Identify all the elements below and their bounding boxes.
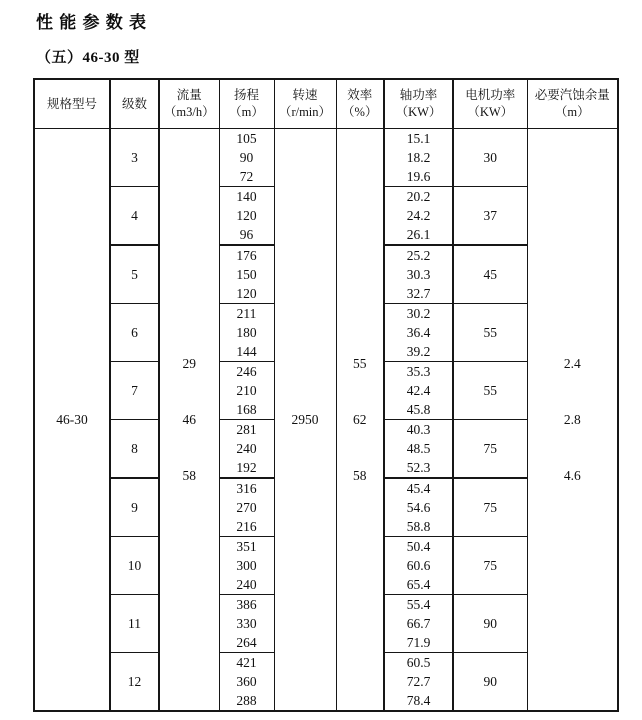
- table-body: [34, 129, 618, 712]
- shaft-power-cell: [384, 420, 453, 479]
- shaft-power-value: 30.2: [406, 306, 431, 321]
- shaft-power-value: 36.4: [406, 325, 431, 340]
- shaft-power-value: 60.6: [406, 558, 431, 573]
- column-header-4: [274, 79, 336, 129]
- table-header: [34, 79, 618, 129]
- performance-table: [33, 78, 619, 712]
- head-value: 168: [236, 402, 257, 417]
- head-value: 120: [236, 286, 257, 301]
- shaft-power-value: 15.1: [406, 131, 431, 146]
- head-value: 316: [236, 481, 257, 496]
- head-value: 144: [236, 344, 257, 359]
- column-header-unit: （KW）: [395, 105, 442, 119]
- head-cell: [219, 478, 274, 537]
- flow-cell: [159, 129, 219, 712]
- shaft-power-cell: [384, 187, 453, 246]
- motor-power-cell: 75: [453, 478, 527, 537]
- head-value: 270: [236, 500, 257, 515]
- column-header-label: 转速: [292, 88, 318, 102]
- stage-cell: 6: [110, 304, 159, 362]
- head-value: 150: [236, 267, 257, 282]
- column-header-label: 轴功率: [399, 88, 438, 102]
- motor-power-cell: 75: [453, 537, 527, 595]
- column-header-2: [159, 79, 219, 129]
- head-value: 72: [239, 169, 254, 184]
- shaft-power-cell: [384, 362, 453, 420]
- section-subtitle: （五）46-30 型: [36, 50, 140, 66]
- npsh-value: 4.6: [563, 468, 581, 483]
- shaft-power-value: 42.4: [406, 383, 431, 398]
- head-value: 180: [236, 325, 257, 340]
- stage-cell: 12: [110, 653, 159, 712]
- stage-cell: 7: [110, 362, 159, 420]
- motor-power-cell: 90: [453, 595, 527, 653]
- efficiency-value: 58: [353, 468, 367, 483]
- head-value: 120: [236, 208, 257, 223]
- column-header-label: 扬程: [233, 88, 259, 102]
- head-value: 216: [236, 519, 257, 534]
- head-value: 240: [236, 441, 257, 456]
- shaft-power-value: 35.3: [406, 364, 431, 379]
- shaft-power-value: 50.4: [406, 539, 431, 554]
- head-value: 264: [236, 635, 257, 650]
- column-header-1: [110, 79, 159, 129]
- shaft-power-value: 26.1: [406, 227, 431, 242]
- flow-value: 58: [182, 468, 196, 483]
- motor-power-cell: 55: [453, 362, 527, 420]
- head-value: 288: [236, 693, 257, 708]
- shaft-power-value: 55.4: [406, 597, 431, 612]
- column-header-label: 流量: [176, 88, 202, 102]
- flow-value: 29: [182, 356, 196, 371]
- shaft-power-value: 45.4: [406, 481, 431, 496]
- column-header-unit: （m3/h）: [163, 105, 215, 119]
- shaft-power-value: 58.8: [406, 519, 431, 534]
- head-value: 96: [239, 227, 254, 242]
- shaft-power-value: 40.3: [406, 422, 431, 437]
- head-value: 90: [239, 150, 254, 165]
- stage-cell: 9: [110, 478, 159, 537]
- efficiency-value: 62: [353, 412, 367, 427]
- head-value: 210: [236, 383, 257, 398]
- head-cell: [219, 362, 274, 420]
- column-header-unit: （r/min）: [278, 105, 332, 119]
- shaft-power-value: 32.7: [406, 286, 431, 301]
- shaft-power-value: 20.2: [406, 189, 431, 204]
- shaft-power-cell: [384, 595, 453, 653]
- column-header-label: 必要汽蚀余量: [534, 88, 610, 102]
- motor-power-cell: 37: [453, 187, 527, 246]
- shaft-power-value: 30.3: [406, 267, 431, 282]
- shaft-power-cell: [384, 478, 453, 537]
- shaft-power-value: 78.4: [406, 693, 431, 708]
- stage-row-3: [34, 129, 618, 187]
- head-value: 330: [236, 616, 257, 631]
- column-header-8: [527, 79, 618, 129]
- shaft-power-value: 54.6: [406, 500, 431, 515]
- shaft-power-cell: [384, 129, 453, 187]
- model-cell: 46-30: [34, 129, 110, 712]
- shaft-power-value: 39.2: [406, 344, 431, 359]
- head-cell: [219, 245, 274, 304]
- stage-cell: 5: [110, 245, 159, 304]
- column-header-unit: （m）: [229, 105, 264, 119]
- motor-power-cell: 30: [453, 129, 527, 187]
- head-cell: [219, 595, 274, 653]
- shaft-power-cell: [384, 304, 453, 362]
- head-value: 421: [236, 655, 257, 670]
- shaft-power-value: 45.8: [406, 402, 431, 417]
- motor-power-cell: 90: [453, 653, 527, 712]
- speed-cell: 2950: [274, 129, 336, 712]
- head-cell: [219, 537, 274, 595]
- column-header-label: 级数: [121, 96, 147, 111]
- shaft-power-value: 72.7: [406, 674, 431, 689]
- column-header-0: [34, 79, 110, 129]
- column-header-3: [219, 79, 274, 129]
- column-header-unit: （m）: [554, 105, 590, 119]
- head-value: 246: [236, 364, 257, 379]
- motor-power-cell: 55: [453, 304, 527, 362]
- shaft-power-value: 52.3: [406, 460, 431, 475]
- head-cell: [219, 304, 274, 362]
- flow-value: 46: [182, 412, 196, 427]
- shaft-power-cell: [384, 653, 453, 712]
- shaft-power-value: 18.2: [406, 150, 431, 165]
- column-header-unit: （KW）: [467, 105, 514, 119]
- column-header-6: [384, 79, 453, 129]
- head-value: 240: [236, 577, 257, 592]
- npsh-value: 2.4: [563, 356, 581, 371]
- column-header-unit: （%）: [342, 105, 378, 119]
- shaft-power-value: 24.2: [406, 208, 431, 223]
- npsh-value: 2.8: [563, 412, 581, 427]
- column-header-label: 效率: [347, 88, 373, 102]
- shaft-power-value: 65.4: [406, 577, 431, 592]
- shaft-power-value: 25.2: [406, 248, 431, 263]
- head-value: 300: [236, 558, 257, 573]
- page-title: 性 能 参 数 表: [36, 13, 147, 32]
- shaft-power-value: 19.6: [406, 169, 431, 184]
- column-header-7: [453, 79, 527, 129]
- shaft-power-value: 71.9: [406, 635, 431, 650]
- head-cell: [219, 653, 274, 712]
- column-header-5: [336, 79, 384, 129]
- head-cell: [219, 420, 274, 479]
- head-value: 386: [236, 597, 257, 612]
- stage-cell: 10: [110, 537, 159, 595]
- head-value: 351: [236, 539, 257, 554]
- shaft-power-cell: [384, 537, 453, 595]
- column-header-label: 电机功率: [465, 88, 516, 102]
- motor-power-cell: 45: [453, 245, 527, 304]
- shaft-power-value: 66.7: [406, 616, 431, 631]
- shaft-power-cell: [384, 245, 453, 304]
- shaft-power-value: 48.5: [406, 441, 431, 456]
- efficiency-value: 55: [353, 356, 367, 371]
- head-value: 211: [236, 306, 257, 321]
- head-value: 192: [236, 460, 257, 475]
- stage-cell: 4: [110, 187, 159, 246]
- stage-cell: 3: [110, 129, 159, 187]
- head-value: 360: [236, 674, 257, 689]
- header-row: [34, 79, 618, 129]
- motor-power-cell: 75: [453, 420, 527, 479]
- head-value: 140: [236, 189, 257, 204]
- head-cell: [219, 129, 274, 187]
- npsh-cell: [527, 129, 618, 712]
- column-header-label: 规格型号: [46, 96, 97, 111]
- head-value: 176: [236, 248, 257, 263]
- head-value: 105: [236, 131, 257, 146]
- stage-cell: 11: [110, 595, 159, 653]
- head-value: 281: [236, 422, 257, 437]
- shaft-power-value: 60.5: [406, 655, 431, 670]
- stage-cell: 8: [110, 420, 159, 479]
- efficiency-cell: [336, 129, 384, 712]
- head-cell: [219, 187, 274, 246]
